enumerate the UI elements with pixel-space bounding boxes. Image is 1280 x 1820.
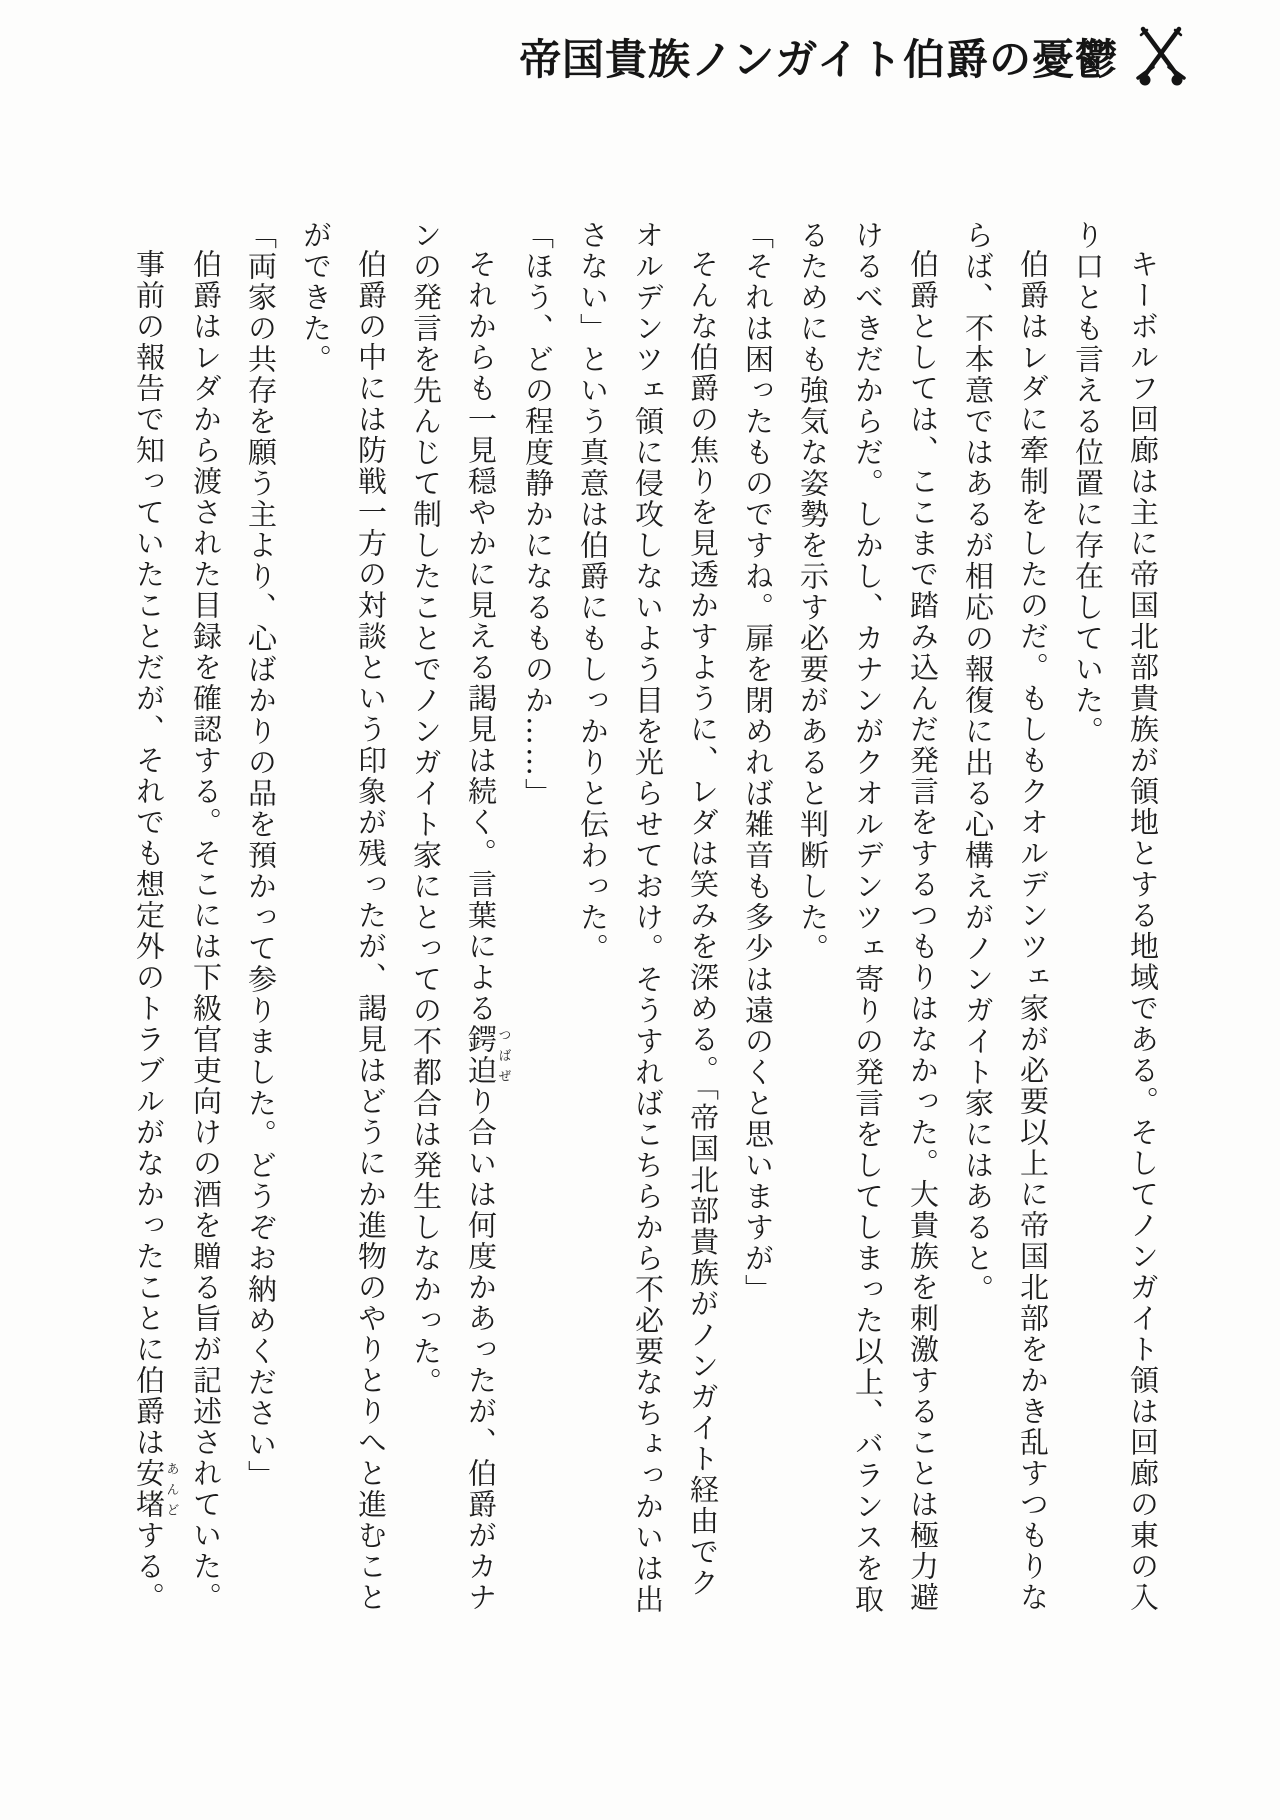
paragraph: 伯爵はレダから渡された目録を確認する。そこには下級官吏向けの酒を贈る旨が記述されていた。 (189, 249, 223, 1613)
paragraph: 伯爵の中には防戦一方の対談という印象が残ったが、謁見はどうにか進物のやりとりへと進むことができた。 (299, 220, 388, 1613)
ruby-annotated-word: 鍔迫つばぜ (464, 1024, 511, 1086)
paragraph: そんな伯爵の焦りを見透かすように、レダは笑みを深める。「帝国北部貴族がノンガイト経由でクオルデンツェ領に侵攻しないよう目を光らせておけ。そうすればこちらから不必要なちょっかいは出さない」という真意は伯爵にもしっかりと伝わった。 (576, 220, 720, 1615)
chapter-header (519, 26, 1188, 88)
chapter-title: 帝国貴族ノンガイト伯爵の憂鬱 (518, 35, 1118, 84)
paragraph: 事前の報告で知っていたことだが、それでも想定外のトラブルがなかったことに伯爵は安堵あんどする。 (132, 249, 179, 1613)
paragraph: 「両家の共存を願う主より、心ばかりの品を預かって参りました。どうぞお納めください」 (244, 220, 278, 1491)
paragraph: 「ほう、どの程度静かになるものか……」 (521, 220, 555, 809)
paragraph: それからも一見穏やかに見える謁見は続く。言葉による鍔迫つばぜり合いは何度かあったが、伯爵がカナンの発言を先んじて制したことでノンガイト家にとっての不都合は発生しなかった。 (409, 220, 511, 1613)
body-text (95, 220, 1170, 1620)
crossed-swords-icon (1134, 26, 1188, 88)
paragraph: 伯爵はレダに牽制をしたのだ。もしもクオルデンツェ家が必要以上に帝国北部をかき乱すつもりならば、不本意ではあるが相応の報復に出る心構えがノンガイト家にはあると。 (961, 220, 1050, 1613)
paragraph: 伯爵としては、ここまで踏み込んだ発言をするつもりはなかった。大貴族を刺激することは極力避けるべきだからだ。しかし、カナンがクオルデンツェ寄りの発言をしてしまった以上、バランスを取るためにも強気な姿勢を示す必要があると判断した。 (796, 220, 940, 1615)
paragraph: キーボルフ回廊は主に帝国北部貴族が領地とする地域である。そしてノンガイト領は回廊の東の入り口とも言える位置に存在していた。 (1071, 220, 1160, 1613)
ruby-annotated-word: 安堵あんど (132, 1458, 179, 1520)
paragraph: 「それは困ったものですね。扉を閉めれば雑音も多少は遠のくと思いますが」 (741, 220, 775, 1305)
